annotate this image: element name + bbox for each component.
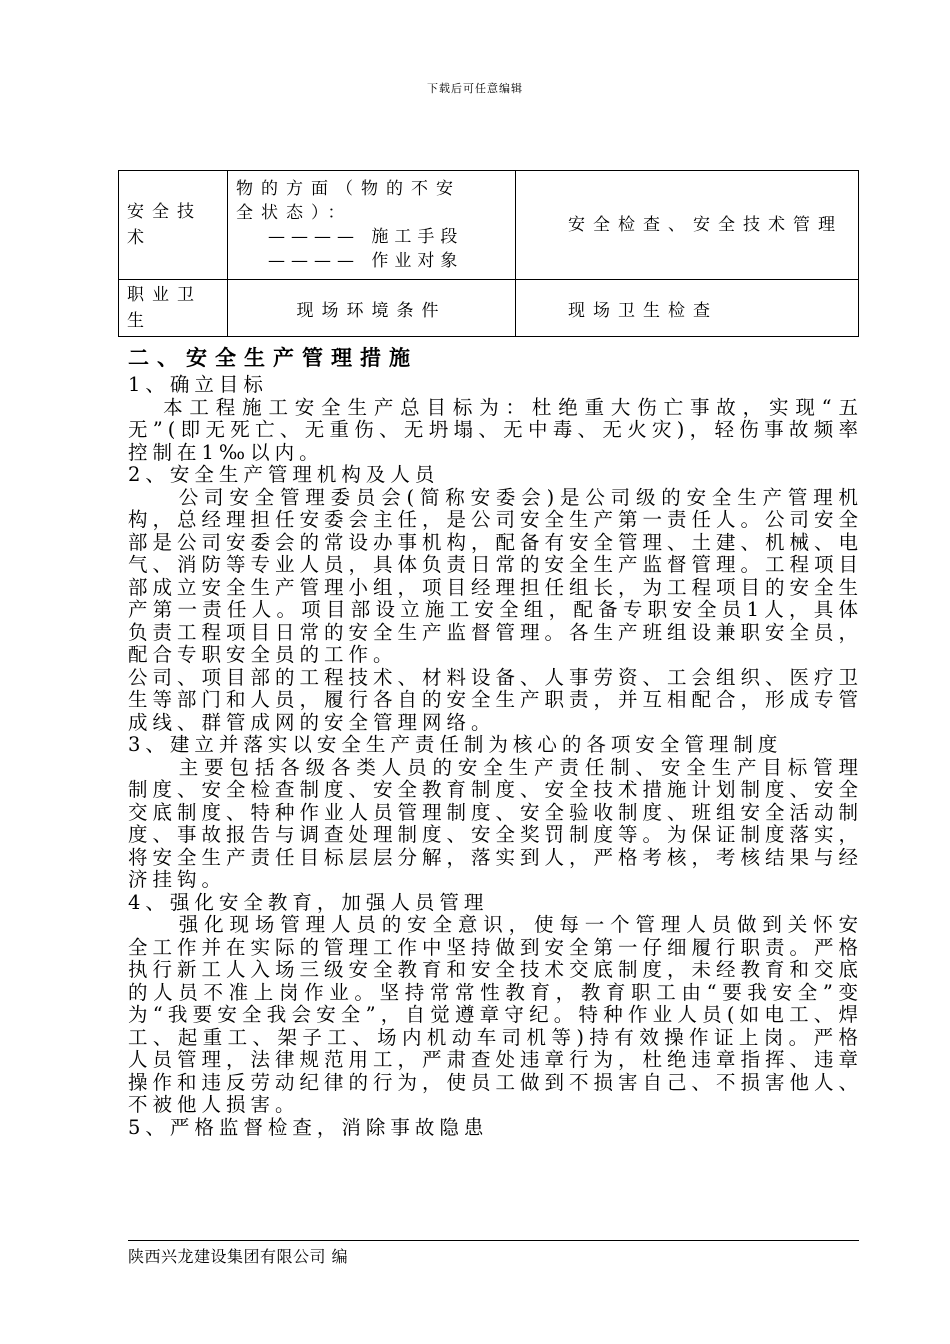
subheading: 2、安全生产管理机构及人员	[128, 463, 440, 486]
header-note: 下载后可任意编辑	[427, 82, 523, 95]
subheading: 5、严格监督检查，消除事故隐患	[128, 1115, 489, 1139]
section-title: 二、安全生产管理措施	[128, 345, 418, 370]
aspect-line: 全状态）：	[236, 203, 353, 223]
paragraph: 公司安全管理委员会(简称安委会)是公司级的安全生产管理机构，总经理担任安委会主任，是公司安全生产第一责任人。公司安全部是公司安委会的常设办事机构，配备有安全管理、土建、机械、电气、消防等专业人员，具体负责日常的安全生产监督管理。工程项目部成立安全生产管理小组，项目经理担任组长，为工程项目的安全生产第一责任人。项目部设立施工安全组，配备专职安全员1人，具体负责工程项目日常的安全生产监督管理。各生产班组设兼职安全员，配合专职安全员的工作。	[128, 485, 864, 666]
table-cell-measure: 安全检查、安全技术管理	[516, 171, 859, 280]
table-cell-category: 安全技术	[119, 171, 228, 280]
table-cell-aspect: 现场环境条件	[228, 280, 516, 337]
footer-company: 陕西兴龙建设集团有限公司 编	[128, 1240, 859, 1267]
paragraph: 公司、项目部的工程技术、材料设备、人事劳资、工会组织、医疗卫生等部门和人员，履行各自的安全生产职责，并互相配合，形成专管成线、群管成网的安全管理网络。	[128, 665, 864, 734]
subheading: 1、确立目标	[128, 373, 268, 396]
paragraph: 主要包括各级各类人员的安全生产责任制、安全生产目标管理制度、安全检查制度、安全教育制度、安全技术措施计划制度、安全交底制度、特种作业人员管理制度、安全验收制度、班组安全活动制度、事故报告与调查处理制度、安全奖罚制度等。为保证制度落实，将安全生产责任目标层层分解，落实到人，严格考核，考核结果与经济挂钩。	[128, 755, 864, 891]
document-body	[128, 345, 863, 1139]
table-row	[119, 280, 859, 337]
safety-table	[118, 170, 859, 337]
paragraph: 强化现场管理人员的安全意识，使每一个管理人员做到关怀安全工作并在实际的管理工作中坚持做到安全第一仔细履行职责。严格执行新工人入场三级安全教育和安全技术交底制度，未经教育和交底的人员不准上岗作业。坚持常常性教育，教育职工由“要我安全”变为“我要安全我会安全”，自觉遵章守纪。特种作业人员(如电工、焊工、起重工、架子工、场内机动车司机等)持有效操作证上岗。严格人员管理，法律规范用工，严肃查处违章行为，杜绝违章指挥、违章操作和违反劳动纪律的行为，使员工做到不损害自己、不损害他人、不被他人损害。	[128, 913, 864, 1116]
aspect-line: 物的方面（物的不安	[236, 179, 461, 199]
table-cell-aspect	[228, 171, 516, 280]
table-row	[119, 171, 859, 280]
subheading: 4、强化安全教育，加强人员管理	[128, 890, 489, 914]
aspect-line: ———— 作业对象	[268, 251, 464, 271]
table-cell-measure: 现场卫生检查	[516, 280, 859, 337]
aspect-line: ———— 施工手段	[268, 227, 464, 247]
paragraph: 本工程施工安全生产总目标为：杜绝重大伤亡事故，实现“五无”(即无死亡、无重伤、无坍塌、无中毒、无火灾)，轻伤事故频率控制在1‰以内。	[128, 395, 863, 464]
table-cell-category: 职业卫生	[119, 280, 228, 337]
subheading: 3、建立并落实以安全生产责任制为核心的各项安全管理制度	[128, 733, 783, 756]
